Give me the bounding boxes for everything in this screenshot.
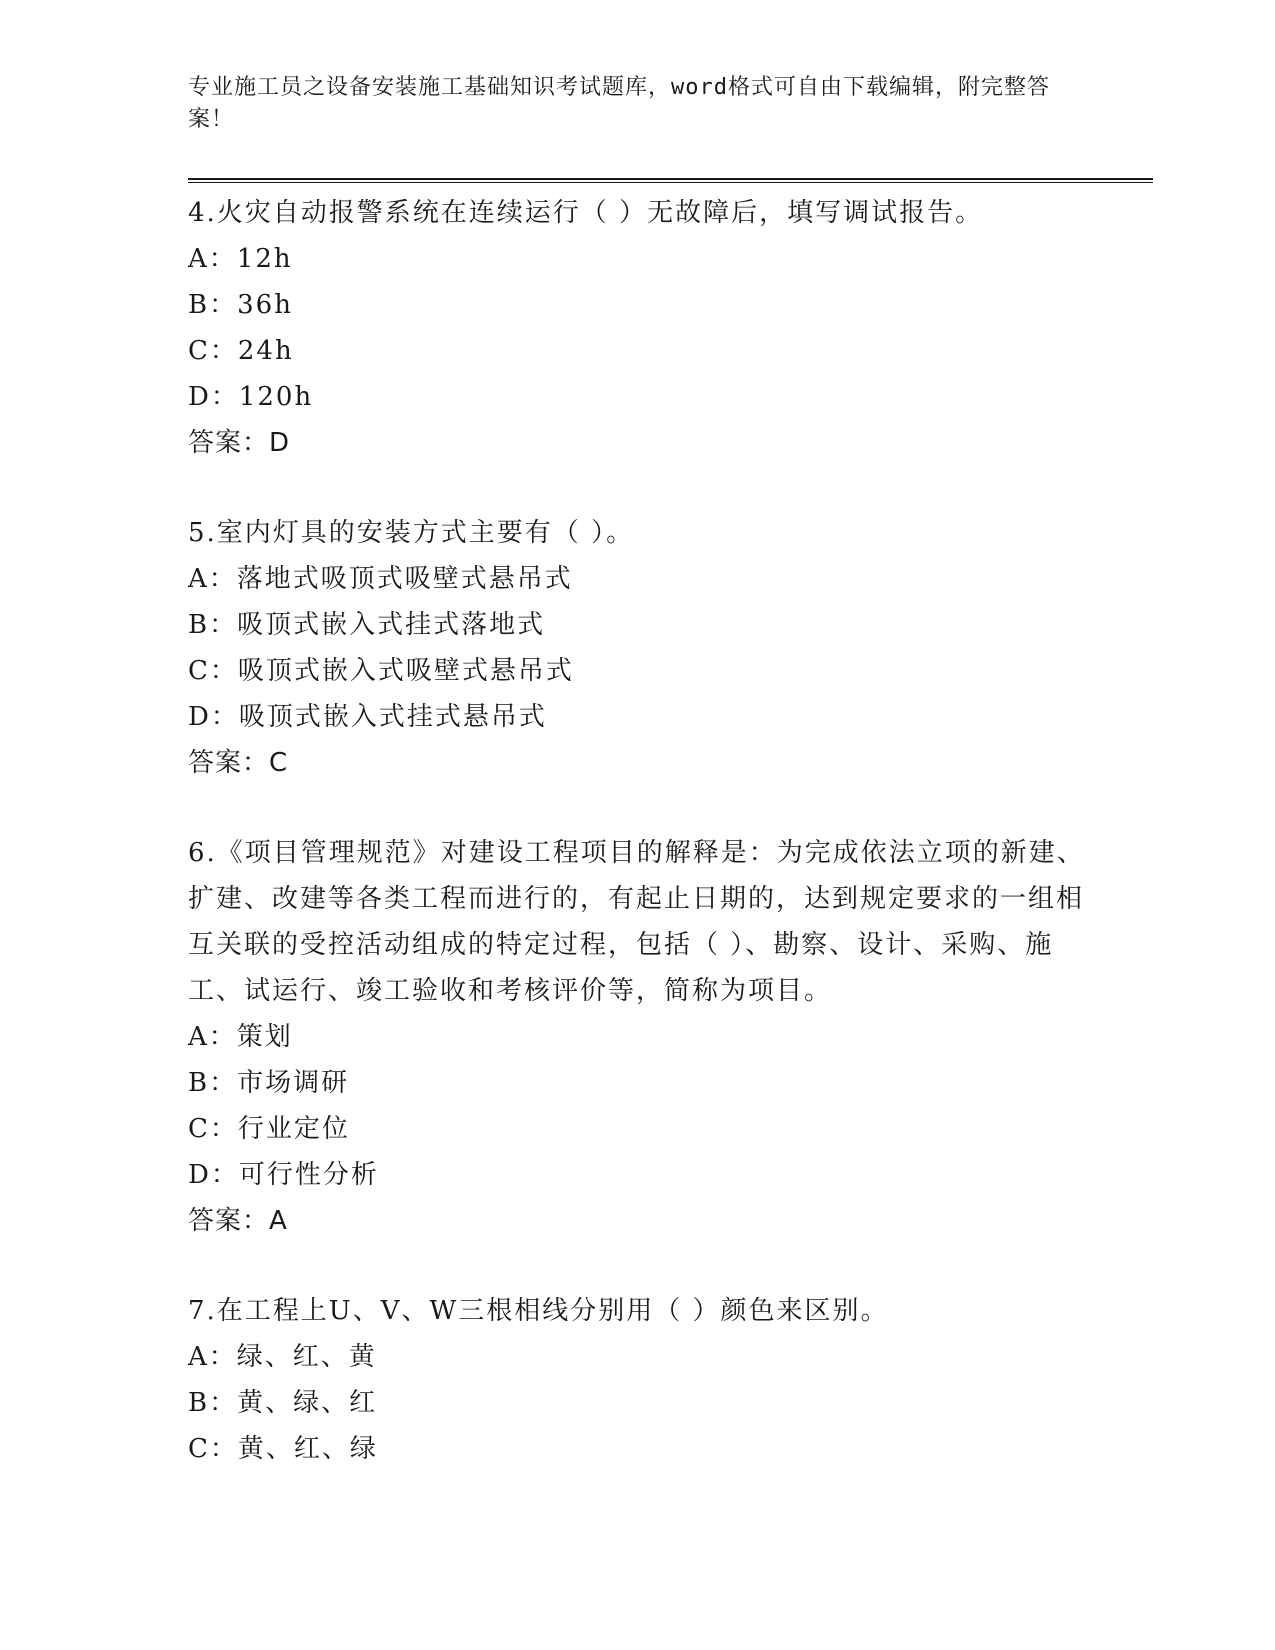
answer-line: 答案：A	[188, 1206, 288, 1236]
question-stem: 4.火灾自动报警系统在连续运行（ ）无故障后，填写调试报告。	[188, 198, 984, 228]
option-a: A：绿、红、黄	[188, 1342, 377, 1372]
document-header: 专业施工员之设备安装施工基础知识考试题库，word格式可自由下载编辑，附完整答案！	[188, 75, 1050, 132]
option-c: C：黄、红、绿	[188, 1434, 378, 1464]
option-c: C：行业定位	[188, 1114, 350, 1144]
question-4	[188, 190, 1088, 466]
option-a: A：12h	[188, 244, 293, 274]
option-b: B：36h	[188, 290, 293, 320]
option-a: A：策划	[188, 1022, 293, 1052]
option-d: D：吸顶式嵌入式挂式悬吊式	[188, 702, 547, 732]
option-c: C：吸顶式嵌入式吸壁式悬吊式	[188, 656, 574, 686]
answer-line: 答案：D	[188, 428, 291, 458]
option-b: B：吸顶式嵌入式挂式落地式	[188, 610, 546, 640]
question-list	[188, 190, 1088, 1472]
question-stem: 6.《项目管理规范》对建设工程项目的解释是：为完成依法立项的新建、扩建、改建等各类工程而进行的，有起止日期的，达到规定要求的一组相互关联的受控活动组成的特定过程，包括（ ）、勘察、设计、采购、施工、试运行、竣工验收和考核评价等，简称为项目。	[188, 838, 1085, 1006]
question-stem: 7.在工程上U、V、W三根相线分别用（ ）颜色来区别。	[188, 1296, 889, 1326]
question-5	[188, 510, 1088, 786]
question-stem: 5.室内灯具的安装方式主要有（ ）。	[188, 518, 635, 548]
answer-line: 答案：C	[188, 748, 289, 778]
option-b: B：黄、绿、红	[188, 1388, 378, 1418]
header-divider	[188, 178, 1153, 183]
option-d: D：可行性分析	[188, 1160, 379, 1190]
question-spacer	[188, 1244, 1088, 1288]
option-b: B：市场调研	[188, 1068, 350, 1098]
question-spacer	[188, 786, 1088, 830]
question-spacer	[188, 466, 1088, 510]
question-6	[188, 830, 1088, 1244]
option-a: A：落地式吸顶式吸壁式悬吊式	[188, 564, 573, 594]
option-d: D：120h	[188, 382, 314, 412]
option-c: C：24h	[188, 336, 294, 366]
question-7	[188, 1288, 1088, 1472]
